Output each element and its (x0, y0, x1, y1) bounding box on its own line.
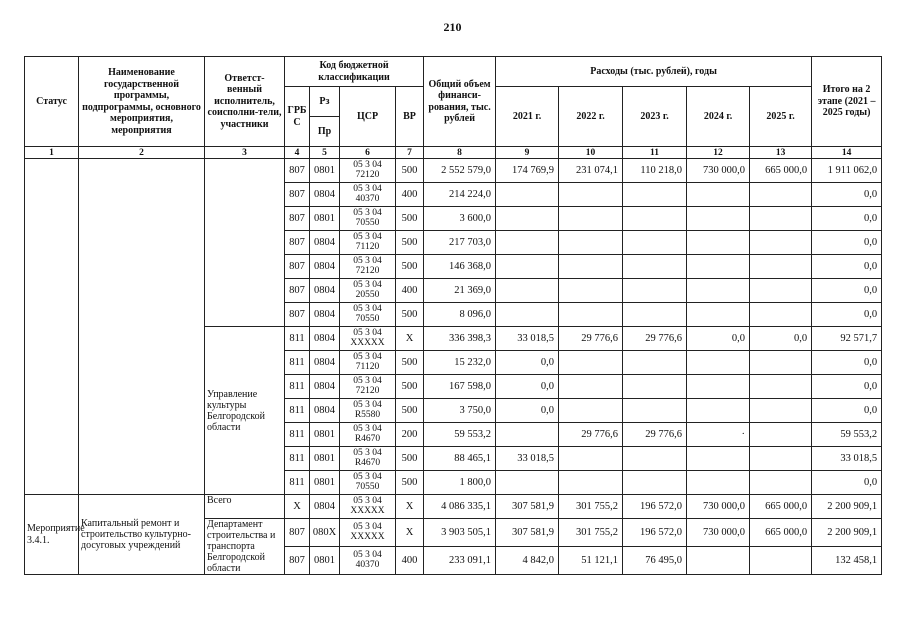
csr-cell: 05 3 04 20550 (340, 279, 396, 303)
year-2021-cell: 174 769,9 (496, 159, 559, 183)
grbs-cell: 811 (285, 327, 310, 351)
rz-cell: 0804 (310, 303, 340, 327)
year-2025-cell (750, 471, 812, 495)
column-index: 5 (310, 147, 340, 159)
year-2025-cell (750, 351, 812, 375)
total-financing-cell: 59 553,2 (424, 423, 496, 447)
vr-cell: 500 (396, 375, 424, 399)
year-2024-cell (687, 547, 750, 575)
vr-cell: 500 (396, 207, 424, 231)
csr-cell: 05 3 04 72120 (340, 255, 396, 279)
final-total-cell: 0,0 (812, 399, 882, 423)
year-2022-cell: 301 755,2 (559, 495, 623, 519)
year-2024-cell: 730 000,0 (687, 159, 750, 183)
year-2021-cell: 0,0 (496, 399, 559, 423)
page-number: 210 (443, 20, 462, 34)
year-2024-cell (687, 279, 750, 303)
final-total-cell: 0,0 (812, 279, 882, 303)
year-2023-cell (623, 303, 687, 327)
column-index: 11 (623, 147, 687, 159)
year-2022-cell (559, 231, 623, 255)
header-pr: Пр (310, 117, 340, 147)
header-executor: Ответст-венный исполнитель, соисполни-тели, участники (205, 57, 285, 147)
vr-cell: 500 (396, 399, 424, 423)
csr-cell: 05 3 04 70550 (340, 207, 396, 231)
year-2024-cell (687, 183, 750, 207)
year-2022-cell: 29 776,6 (559, 423, 623, 447)
vr-cell: 400 (396, 183, 424, 207)
vr-cell: 400 (396, 279, 424, 303)
header-status: Статус (25, 57, 79, 147)
grbs-cell: 807 (285, 519, 310, 547)
header-vr: ВР (396, 87, 424, 147)
year-2022-cell: 231 074,1 (559, 159, 623, 183)
year-2025-cell: 0,0 (750, 327, 812, 351)
csr-cell: 05 3 04 XXXXX (340, 495, 396, 519)
final-total-cell: 0,0 (812, 255, 882, 279)
header-final-total: Итого на 2 этапе (2021 – 2025 годы) (812, 57, 882, 147)
rz-cell: 0804 (310, 375, 340, 399)
column-index: 2 (79, 147, 205, 159)
column-index: 10 (559, 147, 623, 159)
rz-cell: 080X (310, 519, 340, 547)
grbs-cell: X (285, 495, 310, 519)
year-2023-cell (623, 255, 687, 279)
total-financing-cell: 88 465,1 (424, 447, 496, 471)
year-2021-cell (496, 423, 559, 447)
vr-cell: 500 (396, 351, 424, 375)
rz-cell: 0804 (310, 255, 340, 279)
year-2021-cell (496, 183, 559, 207)
rz-cell: 0804 (310, 399, 340, 423)
header-year-2022: 2022 г. (559, 87, 623, 147)
vr-cell: 500 (396, 303, 424, 327)
year-2022-cell (559, 399, 623, 423)
year-2023-cell (623, 231, 687, 255)
total-financing-cell: 1 800,0 (424, 471, 496, 495)
executor-culture-dept: Управление культуры Белгородской области (205, 327, 285, 495)
grbs-cell: 811 (285, 351, 310, 375)
year-2023-cell: 196 572,0 (623, 519, 687, 547)
year-2025-cell (750, 231, 812, 255)
header-year-2025: 2025 г. (750, 87, 812, 147)
year-2024-cell: 0,0 (687, 327, 750, 351)
csr-cell: 05 3 04 72120 (340, 375, 396, 399)
final-total-cell: 0,0 (812, 207, 882, 231)
header-name: Наименование государственной программы, подпрограммы, основного мероприятия, мероприятия (79, 57, 205, 147)
year-2022-cell (559, 447, 623, 471)
status-cell-empty (25, 159, 79, 495)
year-2021-cell (496, 279, 559, 303)
year-2024-cell (687, 471, 750, 495)
year-2024-cell (687, 207, 750, 231)
total-financing-cell: 3 903 505,1 (424, 519, 496, 547)
header-year-2024: 2024 г. (687, 87, 750, 147)
grbs-cell: 807 (285, 303, 310, 327)
year-2021-cell: 33 018,5 (496, 327, 559, 351)
csr-cell: 05 3 04 XXXXX (340, 327, 396, 351)
vr-cell: X (396, 495, 424, 519)
csr-cell: 05 3 04 70550 (340, 303, 396, 327)
year-2024-cell (687, 399, 750, 423)
total-financing-cell: 8 096,0 (424, 303, 496, 327)
final-total-cell: 2 200 909,1 (812, 519, 882, 547)
year-2025-cell (750, 447, 812, 471)
column-index: 3 (205, 147, 285, 159)
name-cell-empty (79, 159, 205, 495)
grbs-cell: 807 (285, 183, 310, 207)
total-financing-cell: 146 368,0 (424, 255, 496, 279)
year-2022-cell (559, 471, 623, 495)
year-2025-cell (750, 399, 812, 423)
grbs-cell: 807 (285, 255, 310, 279)
year-2024-cell: 730 000,0 (687, 495, 750, 519)
year-2025-cell: 665 000,0 (750, 519, 812, 547)
final-total-cell: 0,0 (812, 471, 882, 495)
event-status: Мероприятие 3.4.1. (25, 495, 79, 575)
year-2022-cell (559, 279, 623, 303)
final-total-cell: 0,0 (812, 231, 882, 255)
year-2022-cell (559, 207, 623, 231)
csr-cell: 05 3 04 71120 (340, 351, 396, 375)
final-total-cell: 59 553,2 (812, 423, 882, 447)
year-2023-cell (623, 471, 687, 495)
final-total-cell: 0,0 (812, 183, 882, 207)
header-year-2021: 2021 г. (496, 87, 559, 147)
year-2025-cell (750, 375, 812, 399)
year-2022-cell: 301 755,2 (559, 519, 623, 547)
year-2021-cell (496, 303, 559, 327)
column-index: 7 (396, 147, 424, 159)
year-2025-cell (750, 547, 812, 575)
total-financing-cell: 167 598,0 (424, 375, 496, 399)
header-csr: ЦСР (340, 87, 396, 147)
total-financing-cell: 214 224,0 (424, 183, 496, 207)
csr-cell: 05 3 04 XXXXX (340, 519, 396, 547)
year-2025-cell (750, 207, 812, 231)
year-2021-cell (496, 231, 559, 255)
column-index: 8 (424, 147, 496, 159)
column-index: 13 (750, 147, 812, 159)
column-index: 9 (496, 147, 559, 159)
table-header (25, 57, 882, 159)
grbs-cell: 807 (285, 159, 310, 183)
total-financing-cell: 3 600,0 (424, 207, 496, 231)
final-total-cell: 132 458,1 (812, 547, 882, 575)
rz-cell: 0804 (310, 231, 340, 255)
grbs-cell: 811 (285, 423, 310, 447)
grbs-cell: 807 (285, 279, 310, 303)
executor-cell-empty (205, 159, 285, 327)
total-financing-cell: 3 750,0 (424, 399, 496, 423)
header-expenses: Расходы (тыс. рублей), годы (496, 57, 812, 87)
year-2025-cell: 665 000,0 (750, 159, 812, 183)
csr-cell: 05 3 04 R4670 (340, 447, 396, 471)
total-financing-cell: 336 398,3 (424, 327, 496, 351)
year-2023-cell (623, 399, 687, 423)
year-2024-cell (687, 303, 750, 327)
table-row (25, 159, 882, 183)
grbs-cell: 811 (285, 375, 310, 399)
total-financing-cell: 21 369,0 (424, 279, 496, 303)
grbs-cell: 807 (285, 231, 310, 255)
year-2021-cell: 0,0 (496, 351, 559, 375)
rz-cell: 0801 (310, 423, 340, 447)
header-total-financing: Общий объем финанси-рования, тыс. рублей (424, 57, 496, 147)
rz-cell: 0804 (310, 327, 340, 351)
year-2023-cell (623, 351, 687, 375)
header-budget-code: Код бюджетной классификации (285, 57, 424, 87)
year-2024-cell (687, 375, 750, 399)
vr-cell: 200 (396, 423, 424, 447)
vr-cell: 500 (396, 255, 424, 279)
table-row (25, 495, 882, 519)
vr-cell: 500 (396, 159, 424, 183)
year-2023-cell (623, 375, 687, 399)
grbs-cell: 807 (285, 207, 310, 231)
column-index: 14 (812, 147, 882, 159)
year-2023-cell: 110 218,0 (623, 159, 687, 183)
year-2021-cell (496, 255, 559, 279)
grbs-cell: 807 (285, 547, 310, 575)
year-2023-cell: 76 495,0 (623, 547, 687, 575)
csr-cell: 05 3 04 R4670 (340, 423, 396, 447)
rz-cell: 0801 (310, 547, 340, 575)
rz-cell: 0804 (310, 351, 340, 375)
year-2025-cell (750, 303, 812, 327)
total-financing-cell: 15 232,0 (424, 351, 496, 375)
year-2025-cell (750, 255, 812, 279)
vr-cell: X (396, 519, 424, 547)
budget-table (24, 56, 882, 575)
year-2023-cell (623, 447, 687, 471)
year-2021-cell (496, 207, 559, 231)
rz-cell: 0804 (310, 495, 340, 519)
year-2025-cell (750, 183, 812, 207)
year-2023-cell: 29 776,6 (623, 423, 687, 447)
year-2021-cell: 4 842,0 (496, 547, 559, 575)
header-rz: Рз (310, 87, 340, 117)
rz-cell: 0801 (310, 207, 340, 231)
year-2021-cell (496, 471, 559, 495)
rz-cell: 0804 (310, 279, 340, 303)
executor-total: Всего (205, 495, 285, 519)
vr-cell: 500 (396, 447, 424, 471)
total-financing-cell: 2 552 579,0 (424, 159, 496, 183)
column-index: 4 (285, 147, 310, 159)
year-2024-cell (687, 447, 750, 471)
year-2021-cell: 33 018,5 (496, 447, 559, 471)
rz-cell: 0804 (310, 183, 340, 207)
year-2023-cell (623, 207, 687, 231)
header-year-2023: 2023 г. (623, 87, 687, 147)
total-financing-cell: 233 091,1 (424, 547, 496, 575)
year-2025-cell (750, 279, 812, 303)
year-2025-cell: 665 000,0 (750, 495, 812, 519)
column-index-row (25, 147, 882, 159)
year-2021-cell: 307 581,9 (496, 519, 559, 547)
csr-cell: 05 3 04 40370 (340, 183, 396, 207)
final-total-cell: 0,0 (812, 375, 882, 399)
csr-cell: 05 3 04 72120 (340, 159, 396, 183)
year-2022-cell (559, 303, 623, 327)
grbs-cell: 811 (285, 447, 310, 471)
vr-cell: 400 (396, 547, 424, 575)
year-2022-cell (559, 351, 623, 375)
year-2022-cell: 29 776,6 (559, 327, 623, 351)
year-2024-cell (687, 231, 750, 255)
final-total-cell: 0,0 (812, 351, 882, 375)
year-2023-cell: 29 776,6 (623, 327, 687, 351)
grbs-cell: 811 (285, 471, 310, 495)
year-2024-cell: 730 000,0 (687, 519, 750, 547)
header-grbs: ГРБ С (285, 87, 310, 147)
grbs-cell: 811 (285, 399, 310, 423)
year-2023-cell (623, 279, 687, 303)
table-body (25, 159, 882, 575)
final-total-cell: 0,0 (812, 303, 882, 327)
total-financing-cell: 217 703,0 (424, 231, 496, 255)
final-total-cell: 2 200 909,1 (812, 495, 882, 519)
final-total-cell: 92 571,7 (812, 327, 882, 351)
year-2021-cell: 0,0 (496, 375, 559, 399)
year-2025-cell (750, 423, 812, 447)
year-2024-cell: · (687, 423, 750, 447)
year-2023-cell (623, 183, 687, 207)
csr-cell: 05 3 04 40370 (340, 547, 396, 575)
column-index: 6 (340, 147, 396, 159)
total-financing-cell: 4 086 335,1 (424, 495, 496, 519)
year-2024-cell (687, 351, 750, 375)
vr-cell: X (396, 327, 424, 351)
final-total-cell: 1 911 062,0 (812, 159, 882, 183)
year-2022-cell (559, 375, 623, 399)
rz-cell: 0801 (310, 159, 340, 183)
column-index: 12 (687, 147, 750, 159)
year-2022-cell (559, 183, 623, 207)
vr-cell: 500 (396, 231, 424, 255)
rz-cell: 0801 (310, 447, 340, 471)
executor-construction-dept: Департамент строительства и транспорта Белгородской области (205, 519, 285, 575)
year-2023-cell: 196 572,0 (623, 495, 687, 519)
event-name: Капитальный ремонт и строительство культурно-досуговых учреждений (79, 495, 205, 575)
year-2021-cell: 307 581,9 (496, 495, 559, 519)
column-index: 1 (25, 147, 79, 159)
csr-cell: 05 3 04 71120 (340, 231, 396, 255)
year-2022-cell: 51 121,1 (559, 547, 623, 575)
csr-cell: 05 3 04 70550 (340, 471, 396, 495)
vr-cell: 500 (396, 471, 424, 495)
csr-cell: 05 3 04 R5580 (340, 399, 396, 423)
rz-cell: 0801 (310, 471, 340, 495)
year-2024-cell (687, 255, 750, 279)
final-total-cell: 33 018,5 (812, 447, 882, 471)
year-2022-cell (559, 255, 623, 279)
